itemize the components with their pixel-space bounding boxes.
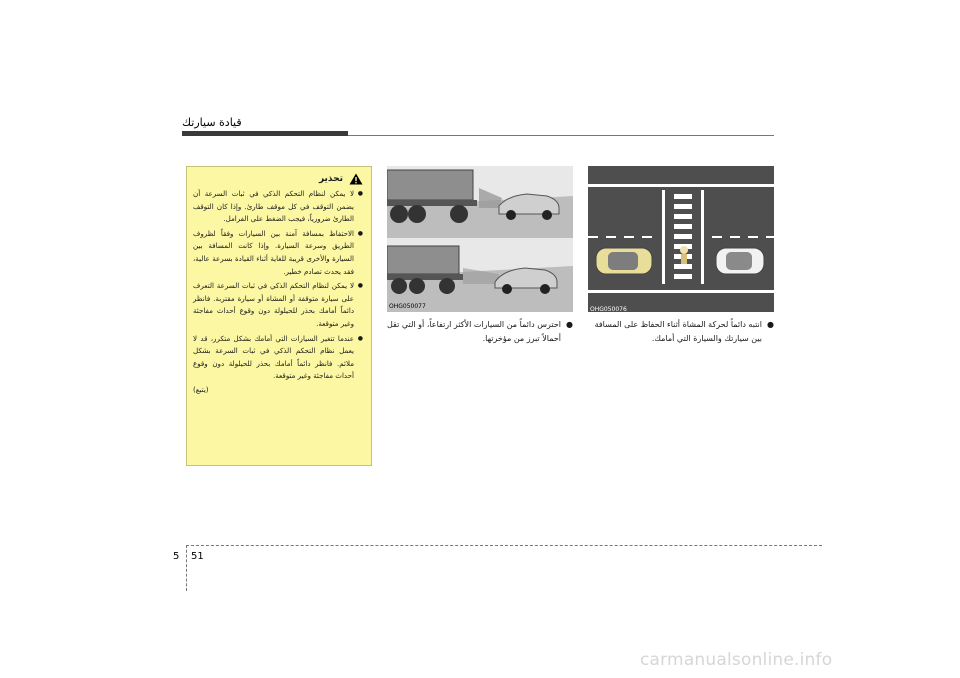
- section-title: قيادة سيارتك: [182, 116, 242, 129]
- caption-left: ● انتبه دائماً لحركة المشاة أثناء الحفاظ على المسافة بين سيارتك والسيارة التي أمامك.: [588, 318, 774, 346]
- crosswalk-illustration: [588, 166, 774, 312]
- warning-triangle-icon: [349, 173, 363, 185]
- header-rule: [348, 135, 774, 136]
- header-accent-bar: [182, 131, 348, 136]
- warning-item: ● الاحتفاظ بمسافة آمنة بين السيارات وفقاً لظروف الطريق وسرعة السيارة. وإذا كانت المسافة بين السيارة والأخرى قريبة للغاية أثناء القيادة بسرعة عالية، فقد يحدث تصادم خطير.: [193, 228, 363, 278]
- warning-item: ● لا يمكن لنظام التحكم الذكي في ثبات السرعة التعرف على سيارة متوقفة أو المشاة أو سيارة مقتربة. فانظر دائماً أمامك بحذر للحيلولة دون وقوع أحداث مفاجئة وغير متوقعة.: [193, 280, 363, 330]
- chapter-number: 5: [173, 551, 180, 562]
- caption-right: ● احترس دائماً من السيارات الأكثر ارتفاعاً، أو التي تقل أحمالاً تبرز من مؤخرتها.: [387, 318, 573, 346]
- footer-rule: [186, 545, 822, 546]
- warning-list: [193, 188, 363, 383]
- figure-truck-bottom: [387, 238, 573, 312]
- figure-truck-top: [387, 166, 573, 238]
- footer-vertical-rule: [186, 545, 187, 591]
- figure-crosswalk: [588, 166, 774, 312]
- warning-heading-text: تحذير: [318, 174, 343, 184]
- warning-item: ● لا يمكن لنظام التحكم الذكي في ثبات السرعة أن يضمن التوقف في كل موقف طارئ. وإذا كان التوقف الطارئ ضرورياً، فيجب الضغط على الفرامل.: [193, 188, 363, 226]
- warning-item: ● عندما تتغير السيارات التي أمامك بشكل متكرر، قد لا يعمل نظام التحكم الذكي في ثبات السرعة بشكل ملائم. فانظر دائماً أمامك بحذر للحيلولة دون وقوع أحداث مفاجئة وغير متوقعة.: [193, 333, 363, 383]
- figure-code-right: OHG050077: [389, 303, 426, 310]
- warning-heading: [193, 173, 363, 185]
- continued-label: (يتبع): [193, 384, 209, 394]
- truck-illustration-top: [387, 166, 573, 238]
- figure-code-left: OHG050076: [590, 306, 627, 312]
- truck-illustration-bottom: [387, 238, 573, 312]
- warning-box: [186, 166, 372, 466]
- page-number: 51: [191, 551, 204, 562]
- watermark: carmanualsonline.info: [640, 650, 833, 670]
